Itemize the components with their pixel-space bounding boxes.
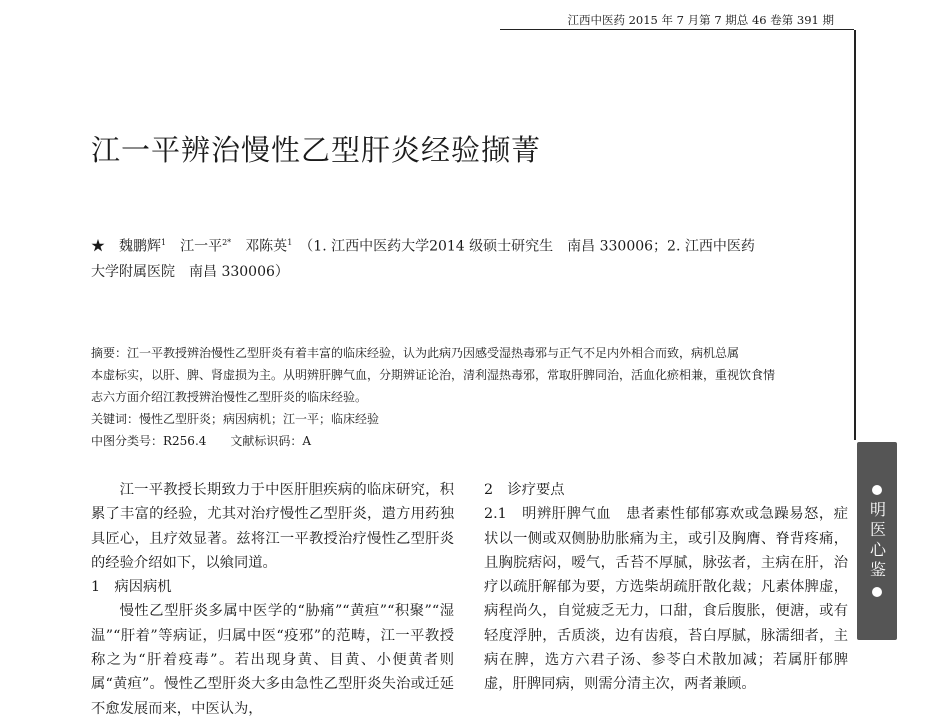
star-icon: ★	[91, 238, 105, 255]
abstract-line: 志六方面介绍江教授辨治慢性乙型肝炎的临床经验。	[91, 390, 368, 404]
keywords: 关键词：慢性乙型肝炎；病因病机；江一平；临床经验	[91, 412, 380, 426]
running-head: 江西中医药 2015 年 7 月第 7 期总 46 卷第 391 期	[500, 12, 854, 30]
author-name: 江一平	[180, 238, 223, 255]
subsection-heading: 2.1 明辨肝脾气血	[484, 506, 612, 523]
author-block	[91, 230, 849, 285]
author-name: 魏鹏辉	[119, 238, 161, 255]
section-heading: 2 诊疗要点	[484, 482, 565, 498]
author-sup: 1	[287, 238, 293, 247]
abstract-line: 摘要：江一平教授辨治慢性乙型肝炎有着丰富的临床经验，认为此病乃因感受湿热毒邪与正气不足内外相合而致，病机总属	[91, 346, 740, 360]
bullet-dot-icon	[872, 587, 882, 597]
affiliation: （1. 江西中医药大学2014 级硕士研究生 南昌 330006；2. 江西中医药	[306, 238, 755, 255]
bullet-dot-icon	[872, 485, 882, 495]
affiliation-continued: 大学附属医院 南昌 330006）	[91, 263, 289, 280]
paragraph-text: 患者素性郁郁寡欢或急躁易怒，症状以一侧或双侧胁肋胀痛为主，或引及胸膺、脊背疼痛，且胸脘痞闷，嗳气，舌苔不厚腻，脉弦者，主病在肝，治疗以疏肝解郁为要，方选柴胡疏肝散化裁；凡素体脾虚，病程尚久，自觉疲乏无力，口甜，食后腹胀，便溏，或有轻度浮肿，舌质淡，边有齿痕，苔白厚腻，脉濡细者，主病在脾，选方六君子汤、参苓白术散加减；若属肝郁脾虚，肝脾同病，则需分清主次，两者兼顾。	[484, 506, 848, 693]
classification: 中图分类号：R256.4 文献标识码：A	[91, 434, 312, 448]
margin-rule	[854, 30, 856, 440]
column-side-tab	[857, 442, 897, 640]
author-sup: 2*	[222, 238, 232, 247]
paragraph: 慢性乙型肝炎多属中医学的“胁痛”“黄疸”“积聚”“湿温”“肝着”等病证，归属中医“疫邪”的范畴，江一平教授称之为“肝着疫毒”。若出现身黄、目黄、小便黄者则属“黄疸”。慢性乙型肝炎大多由急性乙型肝炎失治或迁延不愈发展而来，中医认为，	[91, 603, 454, 717]
author-sup: 1	[161, 238, 167, 247]
abstract-block	[91, 342, 849, 452]
right-column	[484, 478, 848, 697]
left-column	[91, 478, 454, 721]
author-line	[91, 230, 849, 260]
author-name: 邓陈英	[245, 238, 288, 255]
abstract-line: 本虚标实，以肝、脾、肾虚损为主。从明辨肝脾气血，分期辨证论治，清利湿热毒邪，常取肝脾同治，活血化瘀相兼，重视饮食情	[91, 368, 776, 382]
section-heading: 1 病因病机	[91, 579, 172, 596]
paragraph	[484, 502, 848, 696]
article-title: 江一平辨治慢性乙型肝炎经验撷菁	[91, 133, 542, 167]
paragraph: 江一平教授长期致力于中医肝胆疾病的临床研究，积累了丰富的经验，尤其对治疗慢性乙型肝炎，遣方用药独具匠心，且疗效显著。兹将江一平教授治疗慢性乙型肝炎的经验介绍如下，以飨同道。	[91, 482, 454, 571]
side-tab-label: 明医心鉴	[867, 501, 887, 581]
